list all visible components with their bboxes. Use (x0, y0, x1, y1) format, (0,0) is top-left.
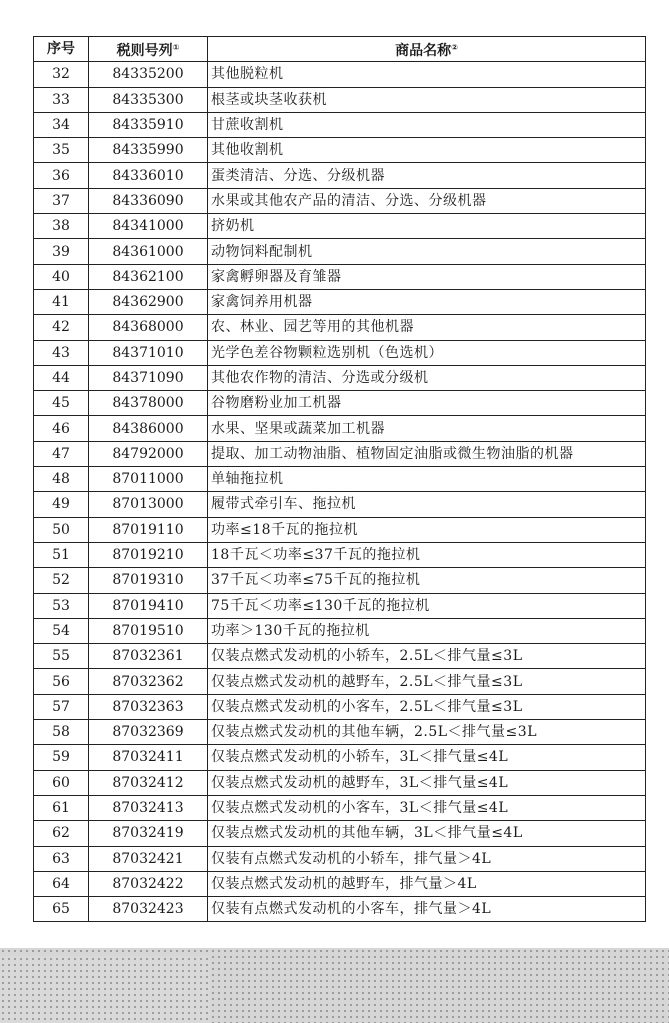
table-row (34, 340, 646, 365)
table-row (34, 871, 646, 896)
row-seq: 53 (34, 593, 89, 618)
table-row (34, 163, 646, 188)
row-name: 提取、加工动物油脂、植物固定油脂或微生物油脂的机器 (208, 441, 646, 466)
row-code: 87019210 (89, 542, 208, 567)
table-row (34, 315, 646, 340)
table-row (34, 365, 646, 390)
table-row (34, 62, 646, 87)
row-code: 87032422 (89, 871, 208, 896)
row-code: 84336010 (89, 163, 208, 188)
row-code: 84378000 (89, 391, 208, 416)
row-seq: 40 (34, 264, 89, 289)
table-row (34, 821, 646, 846)
row-name: 功率＞130千瓦的拖拉机 (208, 618, 646, 643)
row-seq: 65 (34, 897, 89, 922)
row-seq: 59 (34, 745, 89, 770)
page-fade (210, 938, 650, 948)
table-row (34, 568, 646, 593)
row-name: 仅装点燃式发动机的越野车，2.5L＜排气量≤3L (208, 669, 646, 694)
row-name: 动物饲料配制机 (208, 239, 646, 264)
row-name: 甘蔗收割机 (208, 112, 646, 137)
row-name: 18千瓦＜功率≤37千瓦的拖拉机 (208, 542, 646, 567)
row-name: 37千瓦＜功率≤75千瓦的拖拉机 (208, 568, 646, 593)
table-row (34, 441, 646, 466)
table-row (34, 492, 646, 517)
row-name: 仅装点燃式发动机的小轿车，3L＜排气量≤4L (208, 745, 646, 770)
row-name: 单轴拖拉机 (208, 467, 646, 492)
row-code: 84792000 (89, 441, 208, 466)
row-name: 光学色差谷物颗粒选别机（色选机） (208, 340, 646, 365)
row-code: 84361000 (89, 239, 208, 264)
row-seq: 48 (34, 467, 89, 492)
row-name: 家禽孵卵器及育雏器 (208, 264, 646, 289)
table-body (34, 62, 646, 922)
table-row (34, 694, 646, 719)
row-name: 仅装有点燃式发动机的小轿车，排气量＞4L (208, 846, 646, 871)
table-row (34, 593, 646, 618)
table-row (34, 467, 646, 492)
table-row (34, 795, 646, 820)
table-row (34, 618, 646, 643)
row-code: 87019410 (89, 593, 208, 618)
row-seq: 41 (34, 289, 89, 314)
row-code: 84335910 (89, 112, 208, 137)
row-seq: 32 (34, 62, 89, 87)
row-code: 84362900 (89, 289, 208, 314)
header-seq-label: 序号 (47, 41, 75, 58)
row-name: 蛋类清洁、分选、分级机器 (208, 163, 646, 188)
table-row (34, 391, 646, 416)
row-code: 87032423 (89, 897, 208, 922)
row-code: 84386000 (89, 416, 208, 441)
row-name: 水果、坚果或蔬菜加工机器 (208, 416, 646, 441)
table-row (34, 846, 646, 871)
row-code: 87032361 (89, 644, 208, 669)
row-seq: 37 (34, 188, 89, 213)
row-seq: 45 (34, 391, 89, 416)
row-seq: 56 (34, 669, 89, 694)
row-name: 水果或其他农产品的清洁、分选、分级机器 (208, 188, 646, 213)
row-seq: 52 (34, 568, 89, 593)
header-code-footnote: ① (172, 42, 180, 52)
row-seq: 57 (34, 694, 89, 719)
row-seq: 35 (34, 138, 89, 163)
row-seq: 50 (34, 517, 89, 542)
table-row (34, 87, 646, 112)
row-seq: 51 (34, 542, 89, 567)
row-code: 87032421 (89, 846, 208, 871)
row-name: 其他脱粒机 (208, 62, 646, 87)
row-code: 87019510 (89, 618, 208, 643)
row-code: 87011000 (89, 467, 208, 492)
row-code: 84335990 (89, 138, 208, 163)
tariff-table (33, 36, 646, 922)
row-seq: 46 (34, 416, 89, 441)
header-seq (34, 37, 89, 62)
table-row (34, 745, 646, 770)
row-code: 87032369 (89, 720, 208, 745)
row-code: 84371010 (89, 340, 208, 365)
row-code: 84368000 (89, 315, 208, 340)
header-code (89, 37, 208, 62)
row-name: 农、林业、园艺等用的其他机器 (208, 315, 646, 340)
row-seq: 39 (34, 239, 89, 264)
row-name: 功率≤18千瓦的拖拉机 (208, 517, 646, 542)
table-row (34, 644, 646, 669)
header-name-label: 商品名称 (395, 42, 452, 59)
row-name: 挤奶机 (208, 214, 646, 239)
header-code-label: 税则号列 (116, 42, 173, 59)
row-seq: 63 (34, 846, 89, 871)
header-name-footnote: ② (451, 42, 458, 52)
row-seq: 62 (34, 821, 89, 846)
table-row (34, 112, 646, 137)
row-code: 84335300 (89, 87, 208, 112)
row-code: 87019310 (89, 568, 208, 593)
row-seq: 54 (34, 618, 89, 643)
table-row (34, 720, 646, 745)
row-code: 87019110 (89, 517, 208, 542)
table-row (34, 416, 646, 441)
row-code: 84341000 (89, 214, 208, 239)
table-row (34, 188, 646, 213)
row-seq: 58 (34, 720, 89, 745)
row-seq: 33 (34, 87, 89, 112)
table-row (34, 264, 646, 289)
row-name: 75千瓦＜功率≤130千瓦的拖拉机 (208, 593, 646, 618)
row-name: 仅装点燃式发动机的小轿车，2.5L＜排气量≤3L (208, 644, 646, 669)
row-code: 84336090 (89, 188, 208, 213)
table-row (34, 542, 646, 567)
table-row (34, 897, 646, 922)
row-code: 87032413 (89, 795, 208, 820)
header-name (208, 37, 646, 62)
table-header-row (34, 37, 646, 62)
row-code: 87032363 (89, 694, 208, 719)
row-seq: 43 (34, 340, 89, 365)
row-code: 84335200 (89, 62, 208, 87)
table-row (34, 214, 646, 239)
table-row (34, 517, 646, 542)
row-code: 87032362 (89, 669, 208, 694)
table-row (34, 239, 646, 264)
row-name: 仅装点燃式发动机的其他车辆，2.5L＜排气量≤3L (208, 720, 646, 745)
row-seq: 47 (34, 441, 89, 466)
row-name: 其他农作物的清洁、分选或分级机 (208, 365, 646, 390)
row-name: 根茎或块茎收获机 (208, 87, 646, 112)
row-name: 仅装点燃式发动机的其他车辆，3L＜排气量≤4L (208, 821, 646, 846)
row-code: 87032412 (89, 770, 208, 795)
row-seq: 44 (34, 365, 89, 390)
row-seq: 61 (34, 795, 89, 820)
table-row (34, 138, 646, 163)
row-seq: 49 (34, 492, 89, 517)
row-code: 84362100 (89, 264, 208, 289)
table-row (34, 770, 646, 795)
row-name: 仅装点燃式发动机的小客车，3L＜排气量≤4L (208, 795, 646, 820)
table-row (34, 289, 646, 314)
dotted-background-left (0, 956, 210, 1023)
row-code: 87032419 (89, 821, 208, 846)
row-name: 仅装有点燃式发动机的小客车，排气量＞4L (208, 897, 646, 922)
row-name: 履带式牵引车、拖拉机 (208, 492, 646, 517)
row-seq: 34 (34, 112, 89, 137)
row-seq: 42 (34, 315, 89, 340)
row-name: 谷物磨粉业加工机器 (208, 391, 646, 416)
row-name: 仅装点燃式发动机的越野车，排气量＞4L (208, 871, 646, 896)
row-seq: 60 (34, 770, 89, 795)
row-name: 家禽饲养用机器 (208, 289, 646, 314)
row-seq: 64 (34, 871, 89, 896)
row-name: 其他收割机 (208, 138, 646, 163)
row-seq: 36 (34, 163, 89, 188)
row-seq: 55 (34, 644, 89, 669)
row-name: 仅装点燃式发动机的小客车，2.5L＜排气量≤3L (208, 694, 646, 719)
row-code: 84371090 (89, 365, 208, 390)
row-seq: 38 (34, 214, 89, 239)
row-name: 仅装点燃式发动机的越野车，3L＜排气量≤4L (208, 770, 646, 795)
table-row (34, 669, 646, 694)
row-code: 87032411 (89, 745, 208, 770)
row-code: 87013000 (89, 492, 208, 517)
